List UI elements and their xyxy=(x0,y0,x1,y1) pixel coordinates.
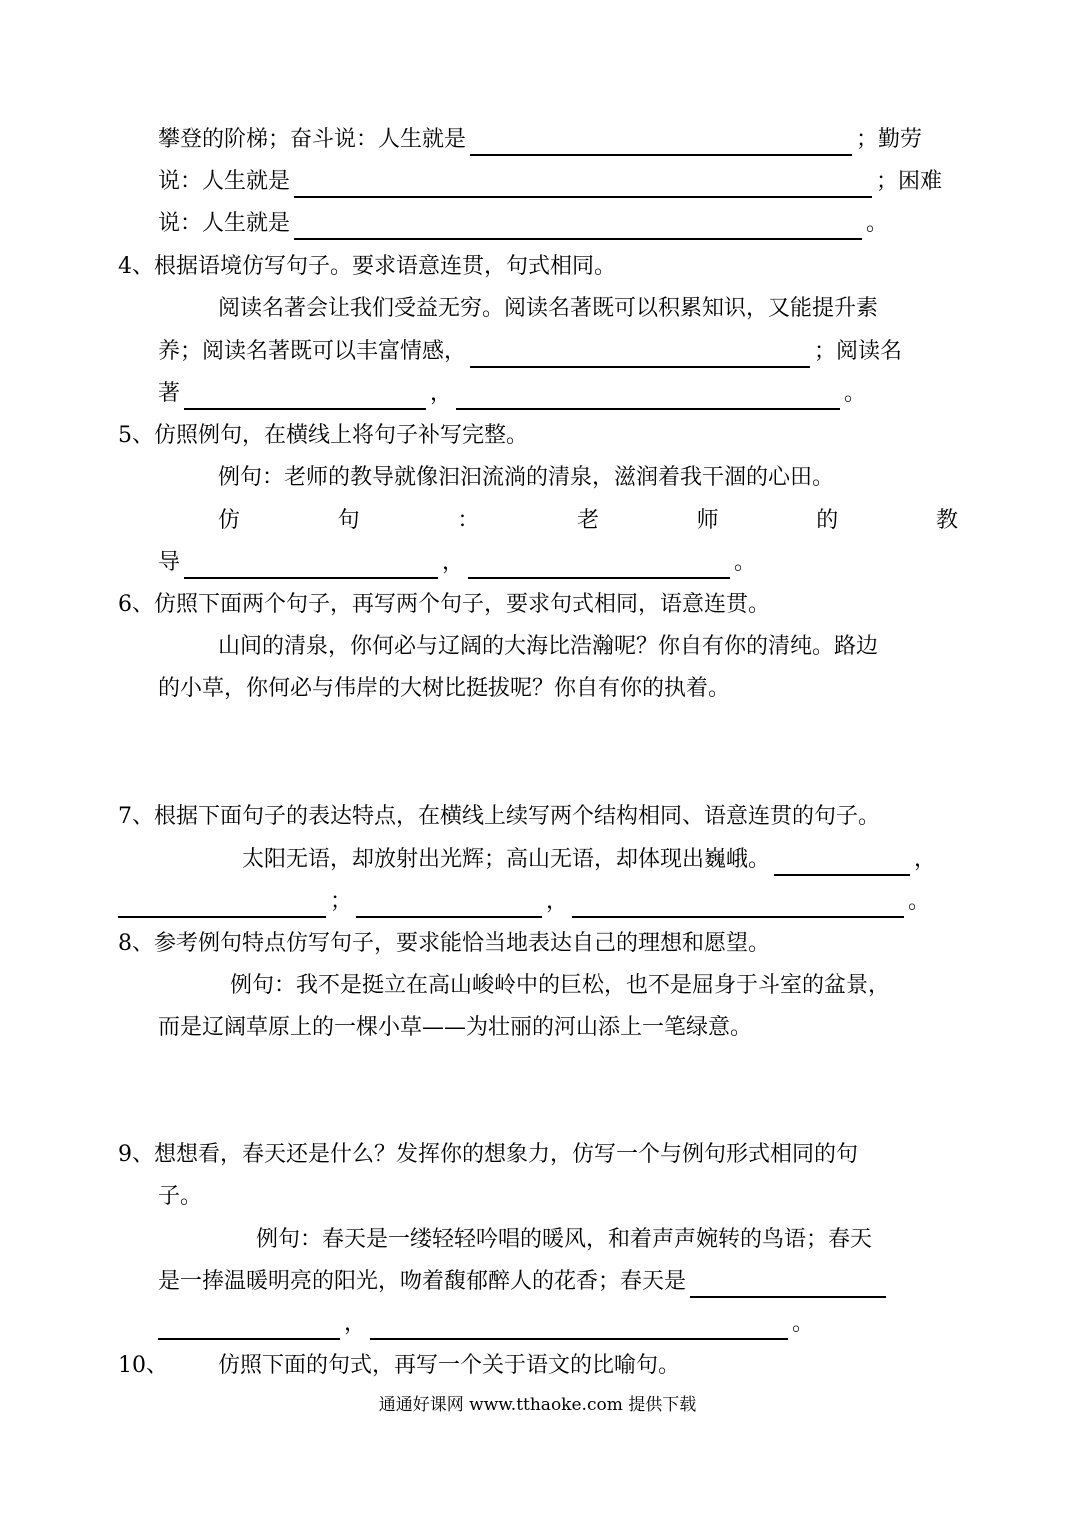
answer-blank[interactable] xyxy=(184,386,426,410)
answer-blank[interactable] xyxy=(158,1316,340,1340)
paragraph-text: 例句：我不是挺立在高山峻岭中的巨松，也不是屈身于斗室的盆景， xyxy=(230,973,891,998)
paragraph-text: 养；阅读名著既可以丰富情感， xyxy=(158,339,467,364)
answer-blank[interactable] xyxy=(690,1274,886,1298)
imitate-char: ： xyxy=(457,508,480,533)
paragraph-text: 是一捧温暖明亮的阳光，吻着馥郁醉人的花香；春天是 xyxy=(158,1269,687,1294)
answer-blank[interactable] xyxy=(470,344,810,368)
paragraph-text: 。 xyxy=(844,381,867,406)
q3-text: ；困难 xyxy=(876,169,943,194)
answer-blank[interactable] xyxy=(468,555,730,579)
q8-para-1 xyxy=(230,970,890,1002)
paragraph-text: 太阳无语，却放射出光辉；高山无语，却体现出巍峨。 xyxy=(242,847,771,872)
q3-text: 。 xyxy=(866,211,889,236)
answer-blank[interactable] xyxy=(470,132,852,156)
q3-text: 说：人生就是 xyxy=(158,169,291,194)
answer-blank[interactable] xyxy=(774,852,910,876)
answer-blank[interactable] xyxy=(118,894,326,918)
answer-blank[interactable] xyxy=(356,894,542,918)
q3-line-2 xyxy=(158,166,942,198)
q5-imitate-line xyxy=(218,505,958,537)
paragraph-text: 。 xyxy=(734,550,757,575)
q9-title xyxy=(118,1139,858,1171)
paragraph-text: 阅读名著会让我们受益无穷。阅读名著既可以积累知识，又能提升素 xyxy=(218,296,879,321)
example-text: 例句：老师的教导就像汩汩流淌的清泉，滋润着我干涸的心田。 xyxy=(218,465,835,490)
q3-text: 说：人生就是 xyxy=(158,211,291,236)
q5-answer-line xyxy=(158,547,756,579)
q4-para-3 xyxy=(158,378,866,410)
answer-blank[interactable] xyxy=(456,386,840,410)
question-title: 7、根据下面句子的表达特点，在横线上续写两个结构相同、语意连贯的句子。 xyxy=(118,804,880,829)
answer-blank[interactable] xyxy=(370,1316,788,1340)
q4-title xyxy=(118,251,616,283)
q6-para-2 xyxy=(158,673,730,705)
q6-title xyxy=(118,589,770,621)
question-number: 10、 xyxy=(118,1353,168,1378)
imitate-char: 句 xyxy=(337,508,360,533)
q9-para-1 xyxy=(256,1224,872,1256)
answer-blank[interactable] xyxy=(294,216,862,240)
q7-para-1 xyxy=(242,844,936,876)
q3-line-3 xyxy=(158,208,888,240)
q8-title xyxy=(118,928,770,960)
q10-title xyxy=(118,1350,680,1382)
q7-para-2 xyxy=(118,886,930,918)
paragraph-text: 著 xyxy=(158,381,181,406)
paragraph-text: ， xyxy=(430,381,453,406)
question-title: 4、根据语境仿写句子。要求语意连贯，句式相同。 xyxy=(118,254,616,279)
imitate-char: 师 xyxy=(696,508,719,533)
imitate-char: 仿 xyxy=(218,508,241,533)
imitate-char: 教 xyxy=(935,508,958,533)
answer-blank[interactable] xyxy=(572,894,904,918)
q5-example xyxy=(218,462,834,494)
question-title: 8、参考例句特点仿写句子，要求能恰当地表达自己的理想和愿望。 xyxy=(118,931,770,956)
paragraph-text: ；阅读名 xyxy=(814,339,903,364)
question-title: 仿照下面的句式，再写一个关于语文的比喻句。 xyxy=(218,1353,681,1378)
paragraph-text: 的小草，你何必与伟岸的大树比挺拔呢？你自有你的执着。 xyxy=(158,676,731,701)
question-title: 6、仿照下面两个句子，再写两个句子，要求句式相同，语意连贯。 xyxy=(118,592,770,617)
q3-text: 攀登的阶梯；奋斗说：人生就是 xyxy=(158,127,467,152)
q8-para-2 xyxy=(158,1012,752,1044)
paragraph-text: ， xyxy=(914,847,937,872)
paragraph-text: 。 xyxy=(908,889,931,914)
q4-para-1 xyxy=(218,293,878,325)
paragraph-text: 导 xyxy=(158,550,181,575)
q6-para-1 xyxy=(218,631,878,663)
paragraph-text: ， xyxy=(546,889,569,914)
paragraph-text: 。 xyxy=(792,1311,815,1336)
question-title: 9、想想看，春天还是什么？发挥你的想象力，仿写一个与例句形式相同的句 xyxy=(118,1142,858,1167)
q9-para-3 xyxy=(158,1308,814,1340)
imitate-char: 的 xyxy=(816,508,839,533)
paragraph-text: ， xyxy=(442,550,465,575)
q3-line-1 xyxy=(158,124,922,156)
imitate-char: 老 xyxy=(576,508,599,533)
example-text: 例句：春天是一缕轻轻吟唱的暖风，和着声声婉转的鸟语；春天 xyxy=(256,1227,873,1252)
q4-para-2 xyxy=(158,336,902,368)
q3-text: ；勤劳 xyxy=(856,127,923,152)
page-footer: 通通好课网 www.tthaoke.com 提供下载 xyxy=(378,1395,697,1415)
question-title: 5、仿照例句，在横线上将句子补写完整。 xyxy=(118,423,528,448)
paragraph-text: 山间的清泉，你何必与辽阔的大海比浩瀚呢？你自有你的清纯。路边 xyxy=(218,634,879,659)
question-title: 子。 xyxy=(158,1184,203,1209)
paragraph-text: 而是辽阔草原上的一棵小草——为壮丽的河山添上一笔绿意。 xyxy=(158,1015,753,1040)
paragraph-text: ， xyxy=(344,1311,367,1336)
paragraph-text: ； xyxy=(330,889,353,914)
answer-blank[interactable] xyxy=(294,174,872,198)
q7-title xyxy=(118,801,880,833)
q9-para-2 xyxy=(158,1266,890,1298)
answer-blank[interactable] xyxy=(184,555,438,579)
q9-title-2 xyxy=(158,1181,202,1213)
q5-title xyxy=(118,420,528,452)
